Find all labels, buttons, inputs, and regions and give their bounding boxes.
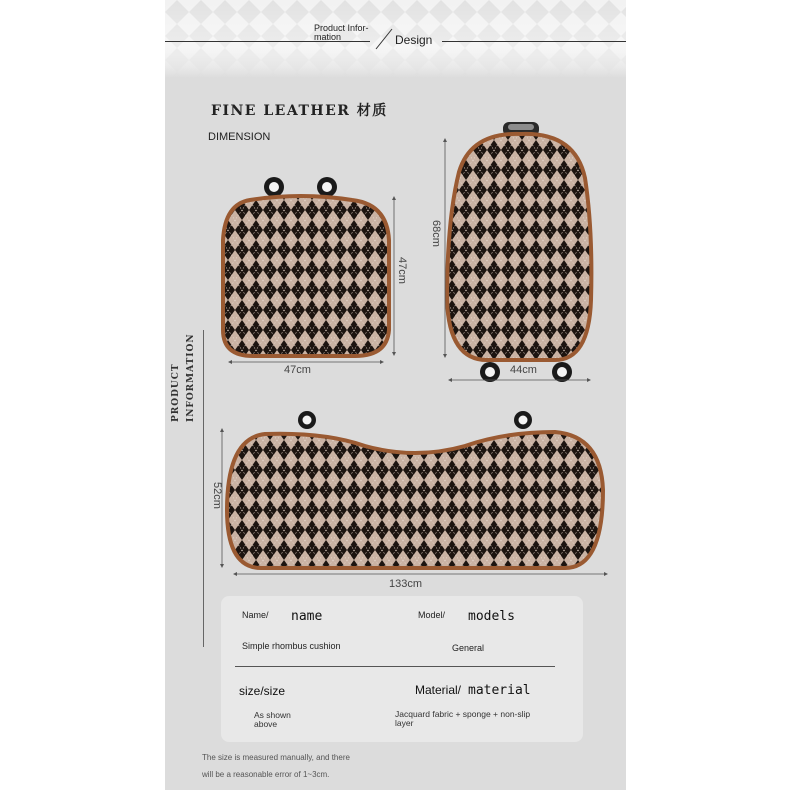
material-value-2: layer	[395, 718, 414, 728]
material-label: Material/	[415, 683, 462, 697]
specs-card	[221, 596, 583, 742]
page-title: FINE LEATHER 材质	[211, 103, 388, 119]
front-width-label: 47cm	[284, 364, 311, 376]
material-value-en: material	[468, 683, 531, 698]
models-value: General	[452, 643, 485, 653]
note-line-2: will be a reasonable error of 1~3cm.	[202, 770, 330, 779]
rear-height-label: 52cm	[211, 482, 223, 509]
back-width-label: 44cm	[510, 364, 537, 376]
cushion-diagram	[165, 0, 626, 600]
header-design: Design	[395, 33, 433, 47]
size-value-1: As shown	[254, 710, 291, 720]
rear-bench-cushion	[227, 411, 603, 568]
header-product-info-1: Product Infor-	[314, 23, 369, 33]
side-label-product: PRODUCT	[171, 363, 181, 422]
back-height-label: 68cm	[430, 220, 442, 247]
backrest-cushion	[447, 122, 591, 382]
front-height-label: 47cm	[396, 257, 408, 284]
note-line-1: The size is measured manually, and there	[202, 753, 350, 762]
card-divider	[235, 666, 555, 667]
header-product-info-2: mation	[314, 32, 342, 42]
product-panel	[165, 0, 626, 790]
name-value-en: name	[291, 609, 323, 624]
side-label-information: INFORMATION	[186, 333, 196, 422]
dimension-label: DIMENSION	[208, 131, 271, 143]
material-value-1: Jacquard fabric + sponge + non-slip	[395, 709, 531, 719]
models-label: Model/	[418, 610, 446, 620]
size-label: size/size	[239, 684, 286, 698]
front-cushion	[223, 177, 389, 356]
models-value-en: models	[468, 609, 515, 624]
name-value: Simple rhombus cushion	[242, 641, 341, 651]
size-value-2: above	[254, 719, 278, 729]
name-label: Name/	[242, 610, 269, 620]
rear-width-label: 133cm	[389, 578, 423, 590]
